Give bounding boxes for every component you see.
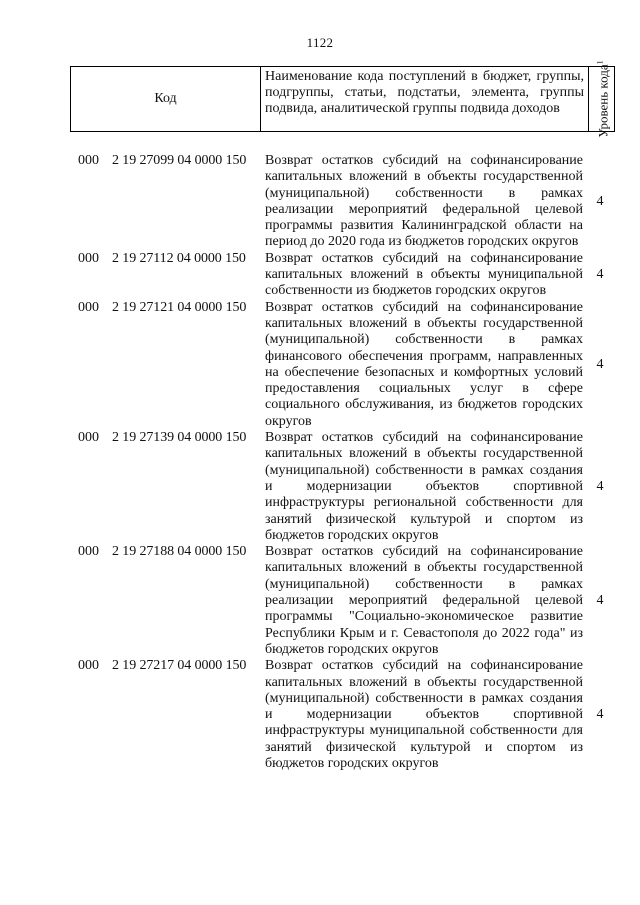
header-level-footnote: 1 [594, 60, 604, 65]
header-code: Код [71, 67, 261, 131]
row-income-code: 2 19 27188 04 0000 150 [112, 544, 247, 560]
table-row [0, 251, 640, 300]
page-number: 1122 [306, 35, 334, 50]
row-income-code: 2 19 27139 04 0000 150 [112, 430, 247, 446]
row-level: 4 [596, 707, 604, 723]
row-name: Возврат остатков субсидий на софинансирование капитальных вложений в объекты муниципальной собственности из бюджетов городских округов [265, 250, 583, 299]
row-budget-code: 000 [78, 250, 99, 266]
row-income-code: 2 19 27121 04 0000 150 [112, 299, 247, 315]
row-level: 4 [596, 479, 604, 495]
row-income-code: 2 19 27099 04 0000 150 [112, 153, 247, 168]
table-body [0, 153, 640, 772]
row-level: 4 [596, 193, 604, 209]
header-level-text: Уровень кода [595, 64, 611, 138]
header-name: Наименование кода поступлений в бюджет, группы, подгруппы, статьи, подстатьи, элемента, группы подвида, аналитической группы подвида доходов [261, 67, 589, 131]
row-name: Возврат остатков субсидий на софинансирование капитальных вложений в объекты государственной (муниципальной) собственности в рамках создания и модернизации объектов спортивной инфраструктуры муниципальной собственности для занятий физической культурой и спортом из бюджетов городских округов [265, 658, 583, 771]
row-level: 4 [596, 356, 604, 372]
header-level-label [594, 60, 609, 137]
row-level: 4 [596, 267, 604, 283]
row-income-code: 2 19 27217 04 0000 150 [112, 658, 247, 674]
table-row [0, 430, 640, 544]
table-row [0, 153, 640, 251]
row-name: Возврат остатков субсидий на софинансирование капитальных вложений в объекты государственной (муниципальной) собственности в рамках реализации мероприятий федеральной целевой программы развития Калининградской области на период до 2020 года из бюджетов городских округов [265, 153, 583, 250]
table-header [70, 60, 615, 138]
row-name: Возврат остатков субсидий на софинансирование капитальных вложений в объекты государственной (муниципальной) собственности в рамках реализации мероприятий федеральной целевой программы "Социально-экономическое развитие Республики Крым и г. Севастополя до 2022 года" из бюджетов городских округов [265, 544, 583, 657]
row-name: Возврат остатков субсидий на софинансирование капитальных вложений в объекты государственной (муниципальной) собственности в рамках финансового обеспечения программ, направленных на обеспечение безопасных и комфортных условий предоставления социальных услуг в сфере социального обслуживания, из бюджетов городских округов [265, 299, 583, 429]
row-budget-code: 000 [78, 430, 99, 446]
row-name: Возврат остатков субсидий на софинансирование капитальных вложений в объекты государственной (муниципальной) собственности в рамках создания и модернизации объектов спортивной инфраструктуры региональной собственности для занятий физической культурой и спортом из бюджетов городских округов [265, 430, 583, 543]
row-budget-code: 000 [78, 658, 99, 674]
row-level: 4 [596, 593, 604, 609]
table-row [0, 544, 640, 658]
row-budget-code: 000 [78, 299, 99, 315]
table-row [0, 658, 640, 772]
header-level [589, 60, 614, 138]
table-row [0, 300, 640, 430]
row-budget-code: 000 [78, 153, 99, 168]
row-budget-code: 000 [78, 544, 99, 560]
row-income-code: 2 19 27112 04 0000 150 [112, 250, 246, 266]
